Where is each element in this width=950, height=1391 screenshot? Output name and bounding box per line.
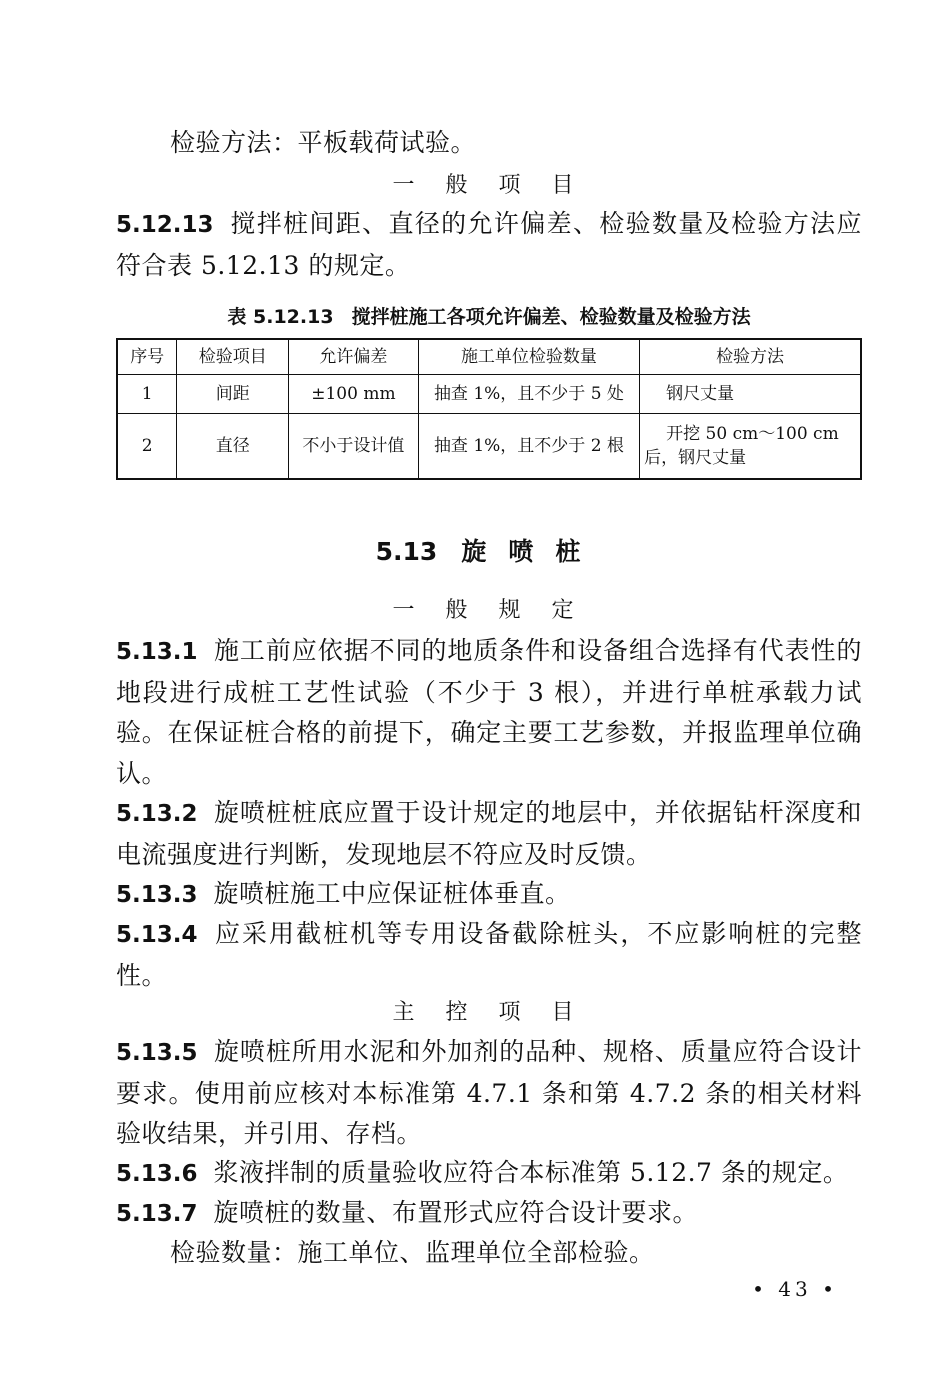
tolerance-table: [116, 338, 862, 480]
clause-5-13-3: [116, 874, 862, 916]
table-row: [117, 414, 861, 480]
cell-item: 间距: [177, 375, 289, 414]
clause-number: 5.13.6: [116, 1161, 198, 1187]
cell-tolerance: ±100 mm: [289, 375, 419, 414]
clause-text: 应采用截桩机等专用设备截除桩头，不应影响桩的完整性。: [116, 919, 862, 990]
section-number: 5.13: [375, 537, 438, 566]
clause-number: 5.13.4: [116, 922, 198, 948]
inspection-method-text: 检验方法：平板载荷试验。: [170, 128, 477, 157]
cell-serial: 2: [117, 414, 177, 480]
table-caption-title: 搅拌桩施工各项允许偏差、检验数量及检验方法: [351, 306, 751, 328]
clause-5-13-4: [116, 914, 862, 996]
clause-text: 浆液拌制的质量验收应符合本标准第 5.12.7 条的规定。: [213, 1158, 849, 1187]
header-method: 检验方法: [640, 339, 861, 375]
clause-number: 5.13.1: [116, 639, 198, 665]
clause-number: 5.13.5: [116, 1040, 198, 1066]
clause-text: 旋喷桩的数量、布置形式应符合设计要求。: [213, 1198, 699, 1227]
table-row: [117, 375, 861, 414]
clause-5-13-6: [116, 1153, 862, 1195]
heading-main-control: 主 控 项 目: [392, 1000, 586, 1025]
clause-text: 搅拌桩间距、直径的允许偏差、检验数量及检验方法应符合表 5.12.13 的规定。: [116, 209, 862, 280]
cell-quantity: 抽查 1%，且不少于 5 处: [418, 375, 639, 414]
cell-serial: 1: [117, 375, 177, 414]
heading-general-items: 一 般 项 目: [392, 173, 586, 198]
table-header-row: [117, 339, 861, 375]
clause-5-13-1: [116, 631, 862, 794]
clause-5-13-5: [116, 1032, 862, 1155]
clause-5-12-13: [116, 204, 862, 286]
section-title: [116, 537, 862, 567]
clause-number: 5.13.7: [116, 1201, 198, 1227]
clause-text: 施工前应依据不同的地质条件和设备组合选择有代表性的地段进行成桩工艺性试验（不少于 3 根），并进行单桩承载力试验。在保证桩合格的前提下，确定主要工艺参数，并报监理单位确认。: [116, 636, 862, 788]
table-caption-number: 表 5.12.13: [227, 306, 334, 328]
inspection-method-line: [116, 123, 862, 164]
header-serial: 序号: [117, 339, 177, 375]
inspection-quantity-text: 检验数量：施工单位、监理单位全部检验。: [170, 1238, 655, 1267]
inspection-quantity-line: [116, 1233, 862, 1274]
clause-number: 5.13.3: [116, 882, 198, 908]
header-item: 检验项目: [177, 339, 289, 375]
header-quantity: 施工单位检验数量: [418, 339, 639, 375]
cell-tolerance: 不小于设计值: [289, 414, 419, 480]
clause-text: 旋喷桩桩底应置于设计规定的地层中，并依据钻杆深度和电流强度进行判断，发现地层不符应及时反馈。: [116, 798, 862, 869]
clause-5-13-7: [116, 1193, 862, 1235]
page-number: • 43 •: [752, 1277, 838, 1301]
section-name: 旋喷桩: [461, 537, 603, 566]
heading-general-rules: 一 般 规 定: [392, 598, 586, 623]
clause-text: 旋喷桩所用水泥和外加剂的品种、规格、质量应符合设计要求。使用前应核对本标准第 4.7.1 条和第 4.7.2 条的相关材料验收结果，并引用、存档。: [116, 1037, 862, 1148]
clause-number: 5.12.13: [116, 212, 214, 238]
header-tolerance: 允许偏差: [289, 339, 419, 375]
table-caption: [116, 304, 862, 330]
cell-method: 开挖 50 cm～100 cm 后，钢尺丈量: [640, 414, 861, 480]
cell-item: 直径: [177, 414, 289, 480]
cell-quantity: 抽查 1%，且不少于 2 根: [418, 414, 639, 480]
clause-5-13-2: [116, 793, 862, 875]
clause-number: 5.13.2: [116, 801, 198, 827]
clause-text: 旋喷桩施工中应保证桩体垂直。: [213, 879, 571, 908]
cell-method: 钢尺丈量: [640, 375, 861, 414]
